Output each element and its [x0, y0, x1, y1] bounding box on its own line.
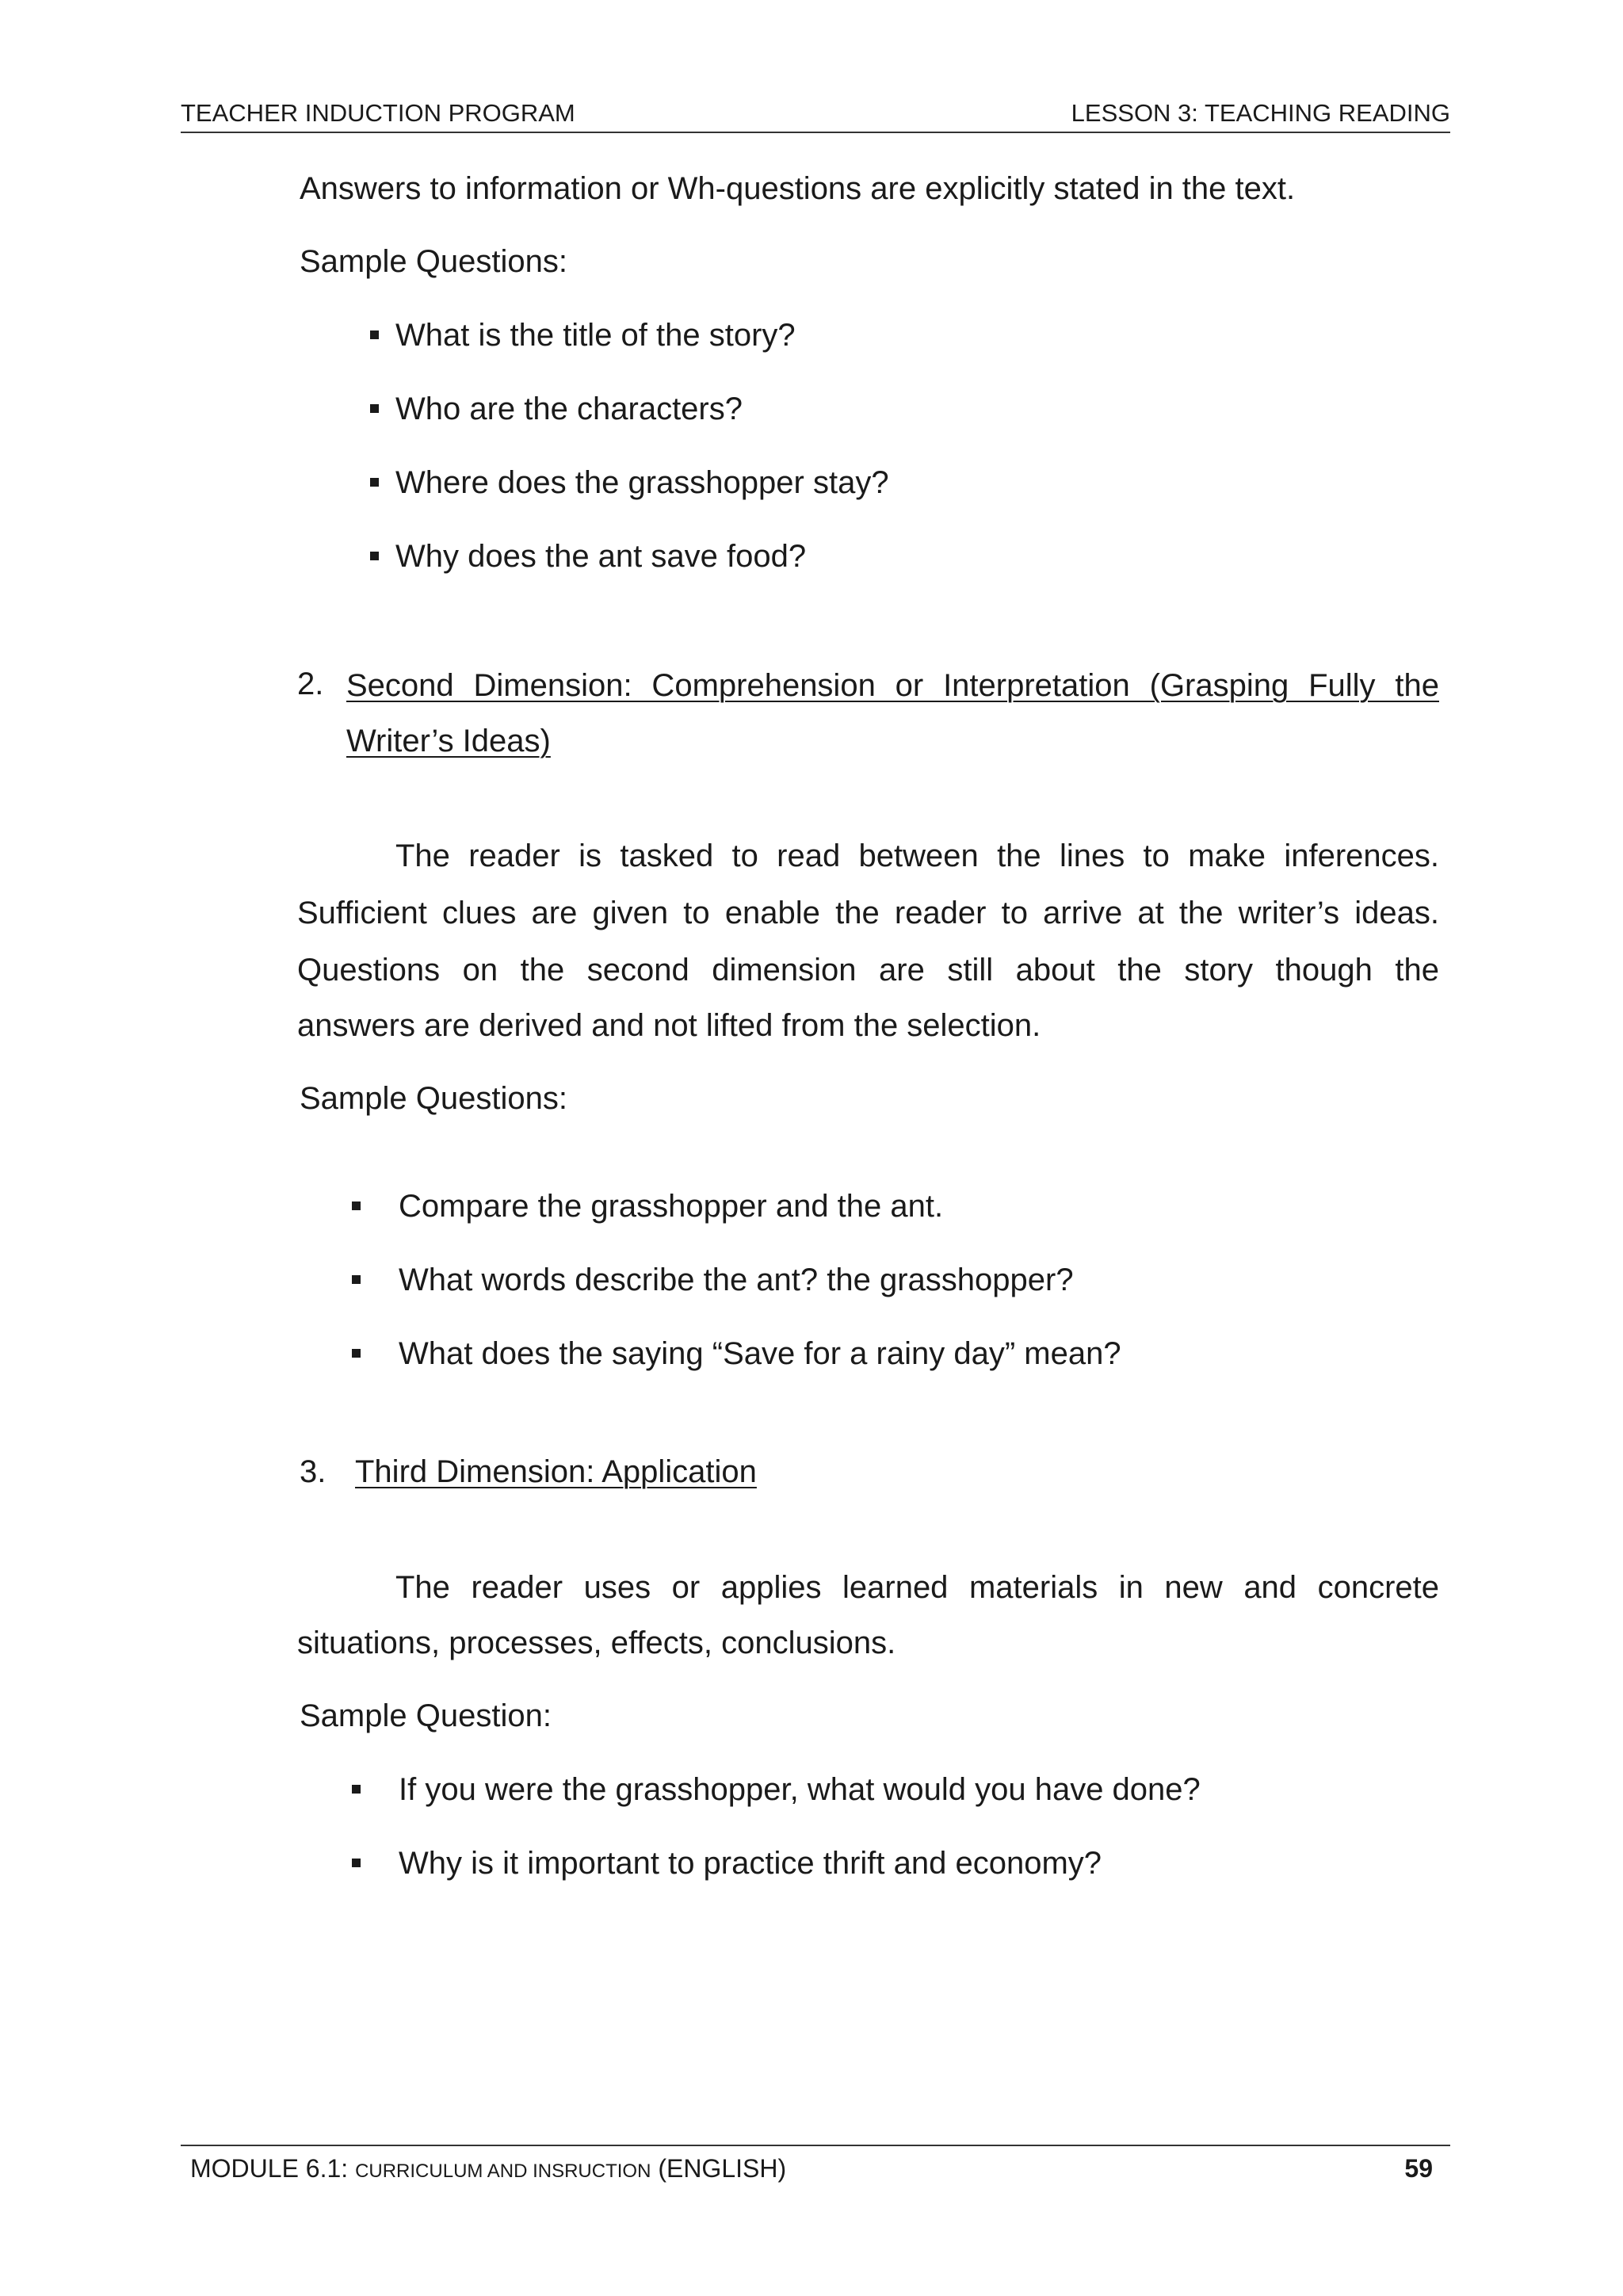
bullet-icon [352, 1349, 361, 1358]
bullet-icon [352, 1859, 361, 1867]
page-footer [181, 2145, 1450, 2194]
sample-questions-label: Sample Questions: [300, 244, 567, 279]
footer-module-name: CURRICULUM AND INSRUCTION [355, 2160, 651, 2182]
section-3-paragraph-line: situations, processes, effects, conclusions. [297, 1626, 896, 1660]
bullet-icon [370, 478, 379, 487]
bullet-icon [370, 404, 379, 413]
section-3-title: Third Dimension: Application [355, 1454, 757, 1489]
header-lesson-title: LESSON 3: TEACHING READING [1071, 99, 1450, 127]
question-item: Who are the characters? [395, 392, 743, 426]
question-item: What is the title of the story? [395, 318, 796, 353]
header-program-title: TEACHER INDUCTION PROGRAM [181, 99, 575, 127]
page-number: 59 [1404, 2154, 1433, 2183]
section-2-title-cont: Writer’s Ideas) [346, 724, 551, 758]
section-2-title: Second Dimension: Comprehension or Interpretation (Grasping Fully the [346, 668, 1439, 703]
sample-question-label: Sample Question: [300, 1698, 552, 1733]
question-item: If you were the grasshopper, what would you have done? [399, 1772, 1201, 1807]
page-header [181, 97, 1450, 133]
footer-module-prefix: MODULE 6.1: [190, 2154, 356, 2183]
section-3-paragraph-line: The reader uses or applies learned materials in new and concrete [395, 1570, 1439, 1605]
question-item: What words describe the ant? the grasshopper? [399, 1263, 1074, 1297]
question-item: Compare the grasshopper and the ant. [399, 1189, 944, 1224]
bullet-icon [370, 330, 379, 339]
section-2-paragraph-line: Questions on the second dimension are still about the story though the [297, 953, 1439, 988]
intro-text: Answers to information or Wh-questions are explicitly stated in the text. [300, 171, 1296, 206]
section-3-number: 3. [300, 1454, 327, 1489]
question-item: Why does the ant save food? [395, 539, 807, 574]
footer-module-suffix: (ENGLISH) [651, 2154, 787, 2183]
section-2-paragraph-line: Sufficient clues are given to enable the reader to arrive at the writer’s ideas. [297, 896, 1439, 930]
bullet-icon [352, 1785, 361, 1794]
question-item: Where does the grasshopper stay? [395, 465, 889, 500]
section-2-paragraph-line: The reader is tasked to read between the lines to make inferences. [395, 839, 1439, 873]
sample-questions-label: Sample Questions: [300, 1081, 567, 1116]
section-2-paragraph-line: answers are derived and not lifted from the selection. [297, 1008, 1041, 1043]
bullet-icon [352, 1275, 361, 1284]
question-item: Why is it important to practice thrift and economy? [399, 1846, 1102, 1881]
question-item: What does the saying “Save for a rainy day” mean? [399, 1336, 1121, 1371]
footer-module-title [190, 2154, 786, 2183]
bullet-icon [352, 1201, 361, 1210]
section-2-number: 2. [297, 667, 324, 701]
bullet-icon [370, 552, 379, 560]
